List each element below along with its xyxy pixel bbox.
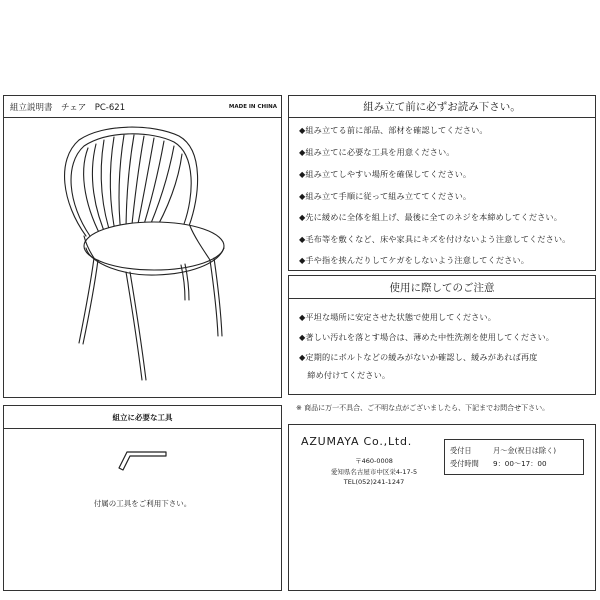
note-item: ◆毛布等を敷くなど、床や家具にキズを付けないよう注意してください。: [299, 234, 571, 244]
made-in-label: MADE IN CHINA: [228, 104, 277, 110]
usage-notes-panel: [288, 275, 596, 395]
tools-panel: [3, 405, 282, 591]
company-phone: TEL(052)241-1247: [343, 478, 405, 486]
note-item: ◆組み立て手順に従って組み立ててください。: [299, 191, 472, 201]
pre-assembly-notes-panel: [288, 95, 596, 271]
note-item: ◆先に緩めに全体を組上げ、最後に全てのネジを本締めしてください。: [299, 212, 562, 222]
chair-seat: [84, 222, 224, 270]
usage-item: ◆平坦な場所に安定させた状態で使用してください。: [299, 312, 497, 322]
note-item: ◆組み立てに必要な工具を用意ください。: [299, 147, 455, 157]
note-item: ◆組み立てしやすい場所を確保してください。: [299, 169, 472, 179]
note-item: ◆組み立てる前に部品、部材を確認してください。: [299, 125, 488, 135]
document-title: 組立説明書 チェア PC-621: [10, 103, 126, 113]
hours-label: 受付時間: [450, 459, 479, 468]
tools-title: 組立に必要な工具: [112, 412, 173, 422]
notes-title: 組み立て前に必ずお読み下さい。: [363, 101, 521, 113]
tools-panel-header: [4, 406, 281, 429]
chair-drawing: [4, 118, 281, 397]
hours-value: 9：00～17：00: [493, 459, 547, 468]
note-item: ◆手や指を挟んだりしてケガをしないよう注意してください。: [299, 255, 529, 265]
usage-panel-header: [289, 276, 595, 299]
hours-label: 受付日: [450, 446, 472, 455]
left-panel-header: [4, 96, 281, 118]
notes-panel-header: [289, 96, 595, 118]
hours-value: 月～金(祝日は除く): [493, 446, 557, 455]
company-name: AZUMAYA Co.,Ltd.: [301, 435, 413, 448]
company-address: 愛知県名古屋市中区栄4-17-5: [330, 468, 418, 476]
business-hours-box: [444, 439, 584, 475]
usage-item: 締め付けてください。: [299, 370, 391, 380]
usage-item: ◆著しい汚れを落とす場合は、薄めた中性洗剤を使用してください。: [299, 332, 555, 342]
tools-note: 付属の工具をご利用下さい。: [93, 499, 192, 508]
usage-title: 使用に際してのご注意: [389, 281, 495, 294]
company-info-panel: [288, 424, 596, 591]
contact-notice: ※ 商品に万一不具合、ご不明な点がございましたら、下記までお問合せ下さい。: [296, 404, 550, 412]
hex-key-icon: [4, 428, 281, 488]
usage-item: ◆定期的にボルトなどの緩みがないか確認し、緩みがあれば再度: [299, 352, 538, 362]
chair-illustration-panel: [3, 95, 282, 398]
postal-code: 〒460-0008: [355, 457, 393, 465]
